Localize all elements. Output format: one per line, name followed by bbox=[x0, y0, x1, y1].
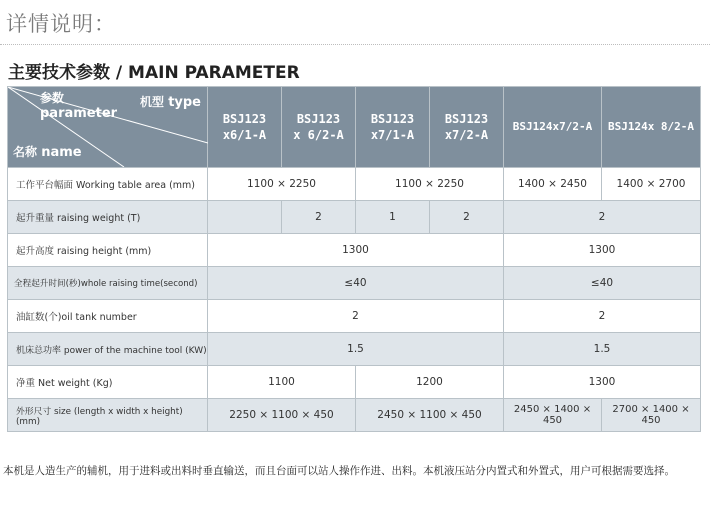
corner-parameter-label: 参数 parameter bbox=[40, 91, 118, 121]
table-row bbox=[8, 201, 701, 234]
corner-name-label: 名称 name bbox=[13, 145, 82, 160]
table-cell: 1100 bbox=[208, 366, 356, 399]
table-cell bbox=[208, 201, 282, 234]
table-row bbox=[8, 267, 701, 300]
row-label: 油缸数(个)oil tank number bbox=[8, 300, 208, 333]
corner-type-label: 机型 type bbox=[139, 95, 201, 110]
table-row bbox=[8, 300, 701, 333]
table-cell: 1.5 bbox=[208, 333, 504, 366]
table-cell: 2250 × 1100 × 450 bbox=[208, 399, 356, 432]
table-cell: 2450 × 1400 × 450 bbox=[504, 399, 602, 432]
table-row bbox=[8, 399, 701, 432]
row-label: 工作平台幅面 Working table area (mm) bbox=[8, 168, 208, 201]
table-cell: 1300 bbox=[504, 234, 701, 267]
table-cell: 2 bbox=[504, 300, 701, 333]
table-cell: 1100 × 2250 bbox=[208, 168, 356, 201]
parameter-table bbox=[7, 86, 701, 432]
row-label: 全程起升时间(秒)whole raising time(second) bbox=[8, 267, 208, 300]
table-row bbox=[8, 366, 701, 399]
table-cell: 1300 bbox=[504, 366, 701, 399]
table-cell: 2 bbox=[282, 201, 356, 234]
table-row bbox=[8, 168, 701, 201]
page-title: 详情说明： bbox=[6, 12, 116, 36]
model-header: BSJ123 x7/1-A bbox=[356, 87, 430, 168]
table-row bbox=[8, 333, 701, 366]
table-cell: 1.5 bbox=[504, 333, 701, 366]
row-label: 净重 Net weight (Kg) bbox=[8, 366, 208, 399]
section-title: 主要技术参数 / MAIN PARAMETER bbox=[8, 63, 300, 83]
table-cell: 2 bbox=[208, 300, 504, 333]
table-cell: ≤40 bbox=[208, 267, 504, 300]
model-header: BSJ124x 8/2-A bbox=[602, 87, 701, 168]
table-cell: 1300 bbox=[208, 234, 504, 267]
divider bbox=[0, 44, 710, 45]
table-cell: 2 bbox=[430, 201, 504, 234]
model-header: BSJ124x7/2-A bbox=[504, 87, 602, 168]
table-cell: 1200 bbox=[356, 366, 504, 399]
model-header: BSJ123 x 6/2-A bbox=[282, 87, 356, 168]
table-cell: 1100 × 2250 bbox=[356, 168, 504, 201]
table-cell: ≤40 bbox=[504, 267, 701, 300]
row-label: 起升重量 raising weight (T) bbox=[8, 201, 208, 234]
table-header-row bbox=[8, 87, 701, 168]
table-row bbox=[8, 234, 701, 267]
row-label: 机床总功率 power of the machine tool (KW) bbox=[8, 333, 208, 366]
row-label: 起升高度 raising height (mm) bbox=[8, 234, 208, 267]
row-label: 外形尺寸 size (length x width x height) (mm) bbox=[8, 399, 208, 432]
description-text: 本机是人造生产的辅机，用于进料或出料时垂直输送，而且台面可以站人操作作进、出料。本机液压站分内置式和外置式，用户可根据需要选择。 bbox=[3, 465, 675, 477]
model-header: BSJ123 x6/1-A bbox=[208, 87, 282, 168]
table-cell: 2450 × 1100 × 450 bbox=[356, 399, 504, 432]
table-cell: 2700 × 1400 × 450 bbox=[602, 399, 701, 432]
table-cell: 1400 × 2450 bbox=[504, 168, 602, 201]
table-cell: 1 bbox=[356, 201, 430, 234]
table-cell: 2 bbox=[504, 201, 701, 234]
model-header: BSJ123 x7/2-A bbox=[430, 87, 504, 168]
table-cell: 1400 × 2700 bbox=[602, 168, 701, 201]
header-corner-cell bbox=[8, 87, 208, 168]
